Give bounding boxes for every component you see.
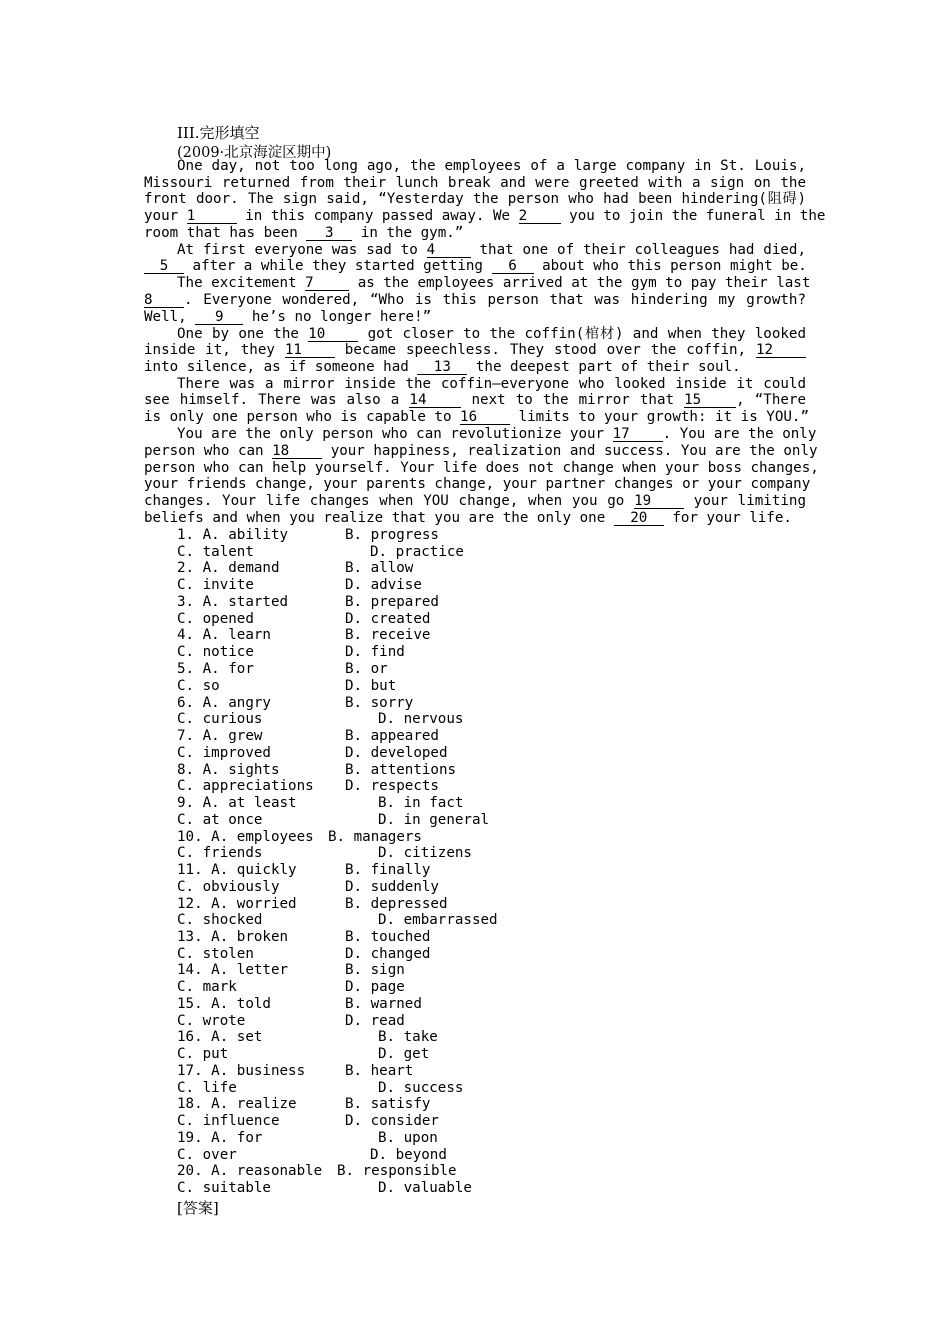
option-d[interactable]: D. valuable bbox=[378, 1180, 472, 1196]
option-d[interactable]: D. success bbox=[378, 1080, 464, 1096]
option-c[interactable]: C. invite bbox=[177, 577, 254, 593]
passage-line bbox=[144, 342, 806, 359]
text-segment: into silence, as if someone had bbox=[144, 359, 409, 375]
question-number: 8. bbox=[177, 762, 195, 778]
option-c[interactable]: C. friends bbox=[177, 845, 263, 861]
text-segment: that one of their colleagues had died, bbox=[479, 242, 807, 258]
text-segment: got closer to the coffin(棺材) and when they looked bbox=[367, 326, 806, 342]
passage-line bbox=[144, 409, 810, 426]
question-19-row-1 bbox=[177, 1130, 262, 1147]
passage-line bbox=[177, 242, 806, 259]
blank-1[interactable]: 1 bbox=[187, 209, 237, 224]
question-number: 1. bbox=[177, 527, 195, 543]
option-d[interactable]: D. created bbox=[345, 611, 431, 627]
option-c[interactable]: C. wrote bbox=[177, 1013, 246, 1029]
text-segment: for your life. bbox=[672, 510, 792, 526]
text-segment: in the gym.” bbox=[360, 225, 464, 241]
text-segment: limits to your growth: it is YOU.” bbox=[518, 409, 810, 425]
option-d[interactable]: D. in general bbox=[378, 812, 490, 828]
text-segment: One by one the bbox=[177, 326, 299, 342]
blank-17[interactable]: 17 bbox=[613, 427, 663, 442]
blank-20[interactable]: 20 bbox=[614, 511, 664, 526]
option-c[interactable]: C. obviously bbox=[177, 879, 280, 895]
option-c[interactable]: C. improved bbox=[177, 745, 271, 761]
question-number: 17. bbox=[177, 1063, 203, 1079]
blank-9[interactable]: 9 bbox=[195, 310, 243, 325]
option-a[interactable]: A. ability bbox=[202, 527, 289, 543]
passage-line: There was a mirror inside the coffin—everyone who looked inside it could bbox=[177, 376, 806, 392]
source-line: (2009·北京海淀区期中) bbox=[177, 145, 332, 161]
option-b[interactable]: B. heart bbox=[345, 1063, 414, 1079]
text-segment: Well, bbox=[144, 309, 187, 325]
option-d[interactable]: D. beyond bbox=[370, 1147, 447, 1163]
option-a[interactable]: A. realize bbox=[211, 1096, 297, 1112]
text-segment: inside it, they bbox=[144, 342, 275, 358]
option-a[interactable]: A. demand bbox=[202, 560, 280, 576]
text-segment: in this company passed away. We bbox=[245, 208, 511, 224]
option-c[interactable]: C. talent bbox=[177, 544, 254, 560]
passage-line bbox=[144, 443, 818, 460]
option-a[interactable]: A. for bbox=[202, 661, 254, 677]
passage-line bbox=[144, 510, 792, 527]
question-10-row-1 bbox=[177, 829, 314, 846]
text-segment: your happiness, realization and success. You are the only bbox=[330, 443, 818, 459]
option-a[interactable]: A. learn bbox=[202, 627, 271, 643]
option-b[interactable]: B. managers bbox=[328, 829, 422, 845]
blank-14[interactable]: 14 bbox=[409, 393, 461, 408]
question-7-row-1 bbox=[177, 728, 262, 745]
passage-line bbox=[177, 426, 817, 443]
option-a[interactable]: A. sights bbox=[202, 762, 280, 778]
passage-line: front door. The sign said, “Yesterday the person who had been hindering(阻碍) bbox=[144, 191, 806, 207]
text-segment: became speechless. They stood over the coffin, bbox=[344, 342, 747, 358]
option-a[interactable]: A. started bbox=[202, 594, 289, 610]
option-b[interactable]: B. take bbox=[378, 1029, 438, 1045]
blank-11[interactable]: 11 bbox=[285, 343, 335, 358]
option-b[interactable]: B. depressed bbox=[345, 896, 448, 912]
option-c[interactable]: C. influence bbox=[177, 1113, 280, 1129]
option-a[interactable]: A. broken bbox=[211, 929, 289, 945]
option-d[interactable]: D. changed bbox=[345, 946, 431, 962]
question-number: 6. bbox=[177, 695, 195, 711]
text-segment: you to join the funeral in the bbox=[569, 208, 826, 224]
text-segment: about who this person might be. bbox=[542, 258, 807, 274]
blank-8[interactable]: 8 bbox=[144, 293, 184, 308]
question-number: 18. bbox=[177, 1096, 203, 1112]
text-segment: At first everyone was sad to bbox=[177, 242, 418, 258]
option-d[interactable]: D. respects bbox=[345, 778, 439, 794]
option-d[interactable]: D. practice bbox=[370, 544, 464, 560]
question-6-row-1 bbox=[177, 695, 271, 712]
option-d[interactable]: D. read bbox=[345, 1013, 405, 1029]
text-segment: he’s no longer here!” bbox=[251, 309, 432, 325]
text-segment: see himself. There was also a bbox=[144, 392, 400, 408]
option-a[interactable]: A. reasonable bbox=[211, 1163, 323, 1179]
blank-19[interactable]: 19 bbox=[634, 494, 684, 509]
question-number: 7. bbox=[177, 728, 195, 744]
text-segment: room that has been bbox=[144, 225, 298, 241]
question-number: 20. bbox=[177, 1163, 203, 1179]
question-number: 15. bbox=[177, 996, 203, 1012]
option-d[interactable]: D. consider bbox=[345, 1113, 439, 1129]
question-20-row-1 bbox=[177, 1163, 322, 1180]
option-d[interactable]: D. get bbox=[378, 1046, 430, 1062]
question-number: 3. bbox=[177, 594, 195, 610]
blank-15[interactable]: 15 bbox=[684, 393, 736, 408]
passage-line bbox=[144, 309, 431, 326]
option-b[interactable]: B. sorry bbox=[345, 695, 414, 711]
text-segment: as the employees arrived at the gym to pay their last bbox=[357, 275, 811, 291]
option-c[interactable]: C. shocked bbox=[177, 912, 263, 928]
option-d[interactable]: D. embarrassed bbox=[378, 912, 498, 928]
blank-7[interactable]: 7 bbox=[305, 276, 349, 291]
option-c[interactable]: C. stolen bbox=[177, 946, 254, 962]
text-segment: The excitement bbox=[177, 275, 297, 291]
question-3-row-1 bbox=[177, 594, 288, 611]
blank-2[interactable]: 2 bbox=[519, 209, 561, 224]
passage-line bbox=[144, 392, 806, 409]
option-a[interactable]: A. letter bbox=[211, 962, 289, 978]
text-segment: . You are the only bbox=[662, 426, 817, 442]
option-b[interactable]: B. sign bbox=[345, 962, 405, 978]
text-segment: your bbox=[144, 208, 179, 224]
question-number: 5. bbox=[177, 661, 195, 677]
option-d[interactable]: D. nervous bbox=[378, 711, 464, 727]
option-a[interactable]: A. angry bbox=[202, 695, 271, 711]
option-b[interactable]: B. allow bbox=[345, 560, 414, 576]
blank-12[interactable]: 12 bbox=[756, 343, 806, 358]
question-17-row-1 bbox=[177, 1063, 305, 1080]
option-b[interactable]: B. appeared bbox=[345, 728, 439, 744]
option-d[interactable]: D. page bbox=[345, 979, 405, 995]
text-segment: You are the only person who can revolutionize your bbox=[177, 426, 605, 442]
passage-line: One day, not too long ago, the employees of a large company in St. Louis, bbox=[177, 158, 806, 174]
option-b[interactable]: B. satisfy bbox=[345, 1096, 431, 1112]
passage-line bbox=[177, 275, 811, 292]
option-d[interactable]: D. find bbox=[345, 644, 405, 660]
question-8-row-1 bbox=[177, 762, 280, 779]
option-c[interactable]: C. mark bbox=[177, 979, 237, 995]
answer-label: [答案] bbox=[177, 1199, 219, 1217]
question-number: 11. bbox=[177, 862, 203, 878]
question-2-row-1 bbox=[177, 560, 280, 577]
option-c[interactable]: C. over bbox=[177, 1147, 237, 1163]
option-d[interactable]: D. developed bbox=[345, 745, 448, 761]
text-segment: , “There bbox=[736, 392, 806, 408]
question-number: 12. bbox=[177, 896, 203, 912]
text-segment: after a while they started getting bbox=[192, 258, 483, 274]
option-b[interactable]: B. prepared bbox=[345, 594, 439, 610]
option-b[interactable]: B. receive bbox=[345, 627, 431, 643]
option-a[interactable]: A. for bbox=[211, 1130, 263, 1146]
option-c[interactable]: C. notice bbox=[177, 644, 254, 660]
option-a[interactable]: A. quickly bbox=[211, 862, 297, 878]
question-16-row-1 bbox=[177, 1029, 262, 1046]
passage-line bbox=[144, 258, 807, 275]
option-c[interactable]: C. put bbox=[177, 1046, 229, 1062]
question-number: 9. bbox=[177, 795, 195, 811]
question-number: 19. bbox=[177, 1130, 203, 1146]
option-d[interactable]: D. advise bbox=[345, 577, 422, 593]
option-a[interactable]: A. at least bbox=[202, 795, 297, 811]
blank-3[interactable]: 3 bbox=[306, 226, 352, 241]
option-b[interactable]: B. in fact bbox=[378, 795, 464, 811]
option-a[interactable]: A. employees bbox=[211, 829, 314, 845]
passage-line bbox=[144, 292, 806, 309]
option-d[interactable]: D. but bbox=[345, 678, 397, 694]
question-13-row-1 bbox=[177, 929, 288, 946]
text-segment: changes. Your life changes when YOU change, when you go bbox=[144, 493, 625, 509]
question-number: 13. bbox=[177, 929, 203, 945]
question-number: 16. bbox=[177, 1029, 203, 1045]
option-a[interactable]: A. business bbox=[211, 1063, 306, 1079]
question-14-row-1 bbox=[177, 962, 288, 979]
option-b[interactable]: B. or bbox=[345, 661, 388, 677]
option-a[interactable]: A. worried bbox=[211, 896, 297, 912]
passage-line bbox=[144, 225, 463, 242]
passage-line bbox=[144, 493, 806, 510]
blank-6[interactable]: 6 bbox=[492, 259, 534, 274]
option-d[interactable]: D. suddenly bbox=[345, 879, 439, 895]
question-9-row-1 bbox=[177, 795, 297, 812]
question-number: 14. bbox=[177, 962, 203, 978]
option-c[interactable]: C. so bbox=[177, 678, 220, 694]
question-number: 4. bbox=[177, 627, 195, 643]
question-1-row-1 bbox=[177, 527, 288, 544]
passage-line: person who can help yourself. Your life does not change when your boss changes, bbox=[144, 460, 819, 476]
passage-line bbox=[144, 208, 826, 225]
question-15-row-1 bbox=[177, 996, 271, 1013]
question-18-row-1 bbox=[177, 1096, 297, 1113]
text-segment: . Everyone wondered, “Who is this person that was hindering my growth? bbox=[184, 292, 806, 308]
section-title: III.完形填空 bbox=[177, 124, 260, 142]
text-segment: the deepest part of their soul. bbox=[475, 359, 741, 375]
text-segment: next to the mirror that bbox=[471, 392, 675, 408]
option-b[interactable]: B. finally bbox=[345, 862, 431, 878]
option-c[interactable]: C. suitable bbox=[177, 1180, 271, 1196]
option-b[interactable]: B. responsible bbox=[337, 1163, 457, 1179]
blank-13[interactable]: 13 bbox=[417, 360, 467, 375]
text-segment: is only one person who is capable to bbox=[144, 409, 452, 425]
question-4-row-1 bbox=[177, 627, 271, 644]
option-c[interactable]: C. at once bbox=[177, 812, 263, 828]
passage-line bbox=[177, 326, 806, 343]
text-segment: person who can bbox=[144, 443, 264, 459]
question-11-row-1 bbox=[177, 862, 297, 879]
question-number: 10. bbox=[177, 829, 203, 845]
text-segment: your limiting bbox=[693, 493, 806, 509]
question-12-row-1 bbox=[177, 896, 297, 913]
option-b[interactable]: B. warned bbox=[345, 996, 422, 1012]
option-c[interactable]: C. opened bbox=[177, 611, 254, 627]
option-b[interactable]: B. attentions bbox=[345, 762, 457, 778]
option-c[interactable]: C. curious bbox=[177, 711, 263, 727]
option-c[interactable]: C. life bbox=[177, 1080, 237, 1096]
blank-16[interactable]: 16 bbox=[460, 410, 510, 425]
option-b[interactable]: B. touched bbox=[345, 929, 431, 945]
blank-10[interactable]: 10 bbox=[308, 327, 358, 342]
passage-line: your friends change, your parents change, your partner changes or your company bbox=[144, 476, 811, 492]
option-c[interactable]: C. appreciations bbox=[177, 778, 314, 794]
blank-18[interactable]: 18 bbox=[272, 444, 322, 459]
option-b[interactable]: B. progress bbox=[345, 527, 439, 543]
option-a[interactable]: A. set bbox=[211, 1029, 263, 1045]
text-segment: beliefs and when you realize that you are the only one bbox=[144, 510, 606, 526]
question-5-row-1 bbox=[177, 661, 254, 678]
option-a[interactable]: A. told bbox=[211, 996, 271, 1012]
option-d[interactable]: D. citizens bbox=[378, 845, 472, 861]
question-number: 2. bbox=[177, 560, 195, 576]
blank-5[interactable]: 5 bbox=[144, 259, 184, 274]
passage-line: Missouri returned from their lunch break and were greeted with a sign on the bbox=[144, 175, 806, 191]
passage-line bbox=[144, 359, 741, 376]
blank-4[interactable]: 4 bbox=[427, 243, 471, 258]
option-a[interactable]: A. grew bbox=[202, 728, 263, 744]
option-b[interactable]: B. upon bbox=[378, 1130, 438, 1146]
